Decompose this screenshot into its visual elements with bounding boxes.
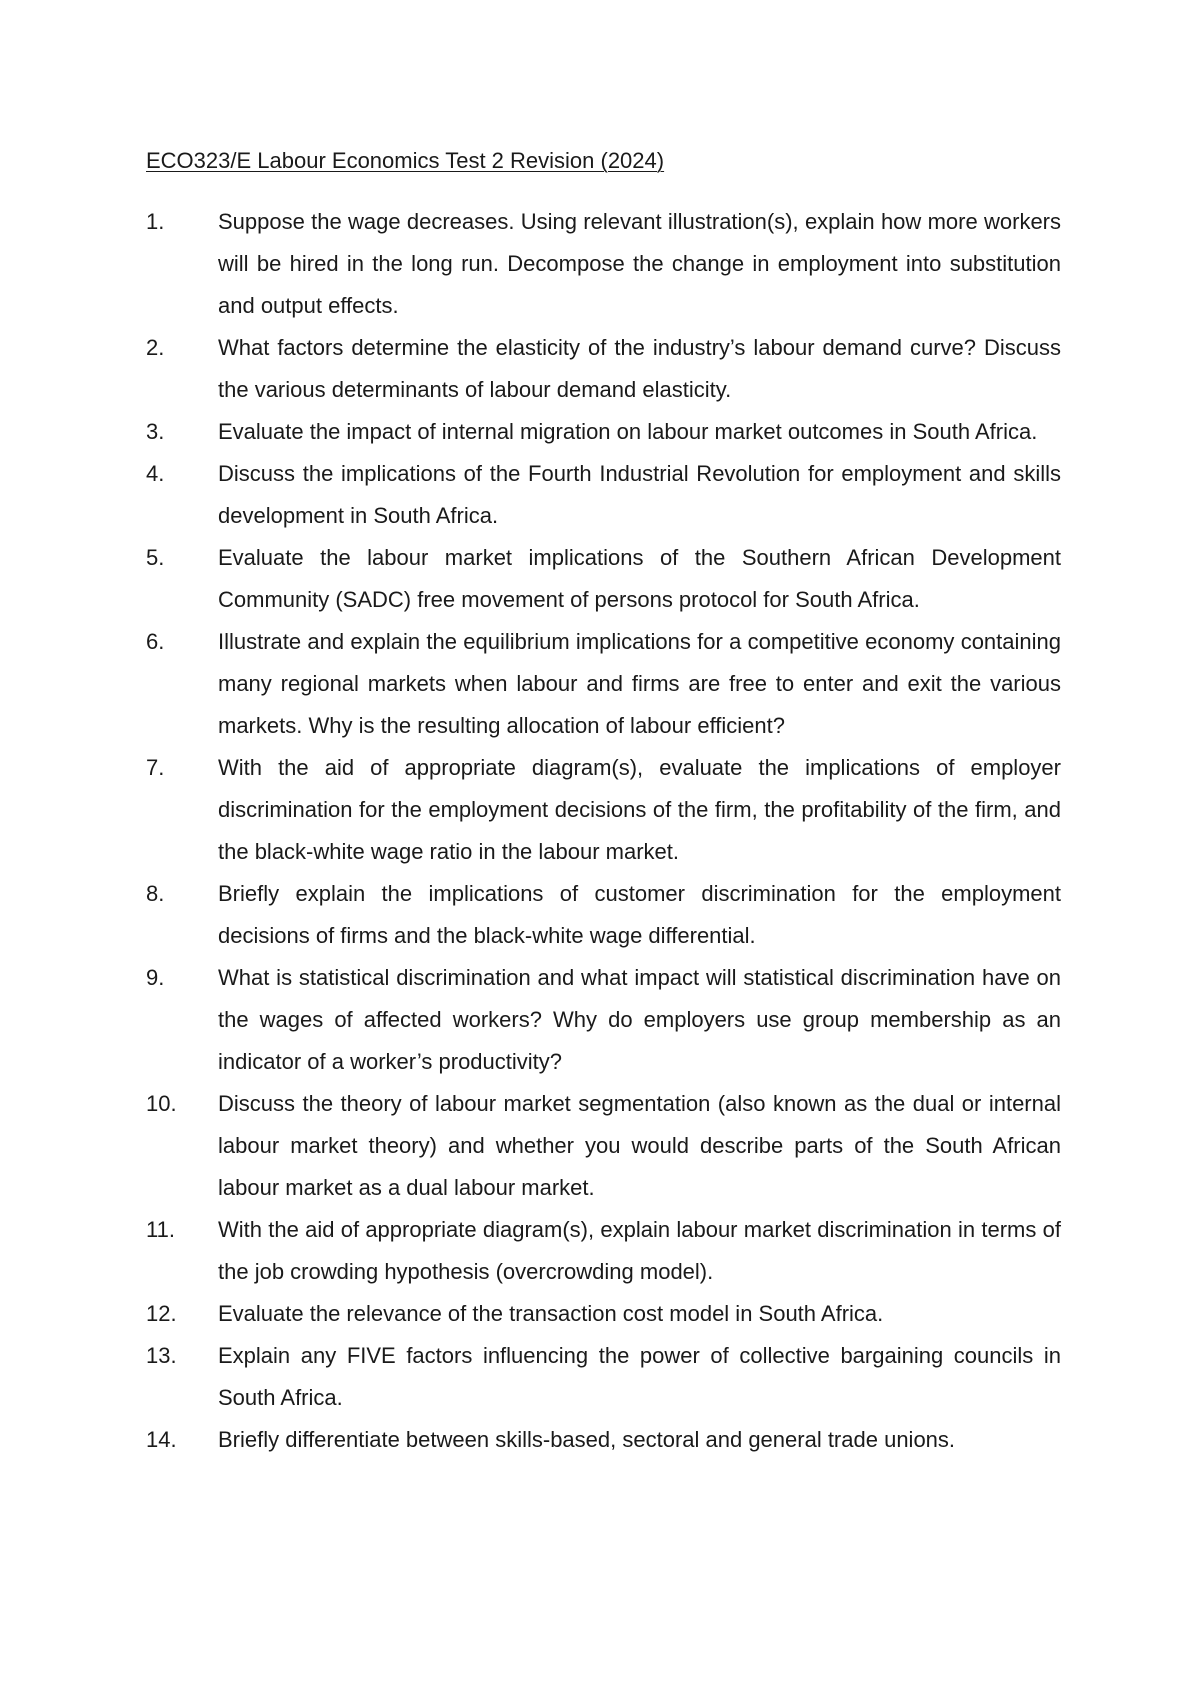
question-number: 5. [146,545,165,570]
question-number: 13. [146,1343,177,1368]
question-text: What factors determine the elasticity of the industry’s labour demand curve? Discuss the various determinants of labour demand elasticity. [218,335,1061,402]
question-number: 9. [146,965,165,990]
question-item [146,747,1061,873]
question-item [146,1293,1061,1335]
question-number: 4. [146,461,165,486]
question-text: Evaluate the labour market implications of the Southern African Development Community (SADC) free movement of persons protocol for South Africa. [218,545,1061,612]
question-text: Explain any FIVE factors influencing the power of collective bargaining councils in South Africa. [218,1343,1061,1410]
question-number: 12. [146,1301,177,1326]
question-item [146,327,1061,411]
question-item [146,873,1061,957]
question-item [146,957,1061,1083]
question-number: 10. [146,1091,177,1116]
question-item [146,1335,1061,1419]
question-text: Briefly explain the implications of customer discrimination for the employment decisions of firms and the black-white wage differential. [218,881,1061,948]
question-number: 14. [146,1427,177,1452]
question-text: Briefly differentiate between skills-based, sectoral and general trade unions. [218,1427,956,1452]
question-text: With the aid of appropriate diagram(s), explain labour market discrimination in terms of the job crowding hypothesis (overcrowding model). [218,1217,1061,1284]
question-number: 6. [146,629,165,654]
question-item [146,201,1061,327]
question-item [146,537,1061,621]
question-item [146,1209,1061,1293]
question-number: 2. [146,335,165,360]
question-text: What is statistical discrimination and what impact will statistical discrimination have on the wages of affected workers? Why do employers use group membership as an indicator of a worker’s productivity? [218,965,1061,1074]
question-item [146,453,1061,537]
question-item [146,1083,1061,1209]
document-title: ECO323/E Labour Economics Test 2 Revision (2024) [146,148,665,173]
question-item [146,621,1061,747]
question-text: Discuss the theory of labour market segmentation (also known as the dual or internal labour market theory) and whether you would describe parts of the South African labour market as a dual labour market. [218,1091,1061,1200]
question-number: 3. [146,419,165,444]
question-number: 11. [146,1217,175,1242]
question-list [146,201,1061,1461]
question-item [146,1419,1061,1461]
question-number: 8. [146,881,165,906]
question-text: Illustrate and explain the equilibrium implications for a competitive economy containing many regional markets when labour and firms are free to enter and exit the various markets. Why is the resulting allocation of labour efficient? [218,629,1061,738]
question-number: 7. [146,755,165,780]
question-text: Evaluate the relevance of the transaction cost model in South Africa. [218,1301,884,1326]
question-text: Discuss the implications of the Fourth Industrial Revolution for employment and skills development in South Africa. [218,461,1061,528]
question-text: Suppose the wage decreases. Using relevant illustration(s), explain how more workers will be hired in the long run. Decompose the change in employment into substitution and output effects. [218,209,1061,318]
question-text: With the aid of appropriate diagram(s), evaluate the implications of employer discrimination for the employment decisions of the firm, the profitability of the firm, and the black-white wage ratio in the labour market. [218,755,1061,864]
question-item [146,411,1061,453]
question-number: 1. [146,209,165,234]
question-text: Evaluate the impact of internal migration on labour market outcomes in South Africa. [218,419,1038,444]
